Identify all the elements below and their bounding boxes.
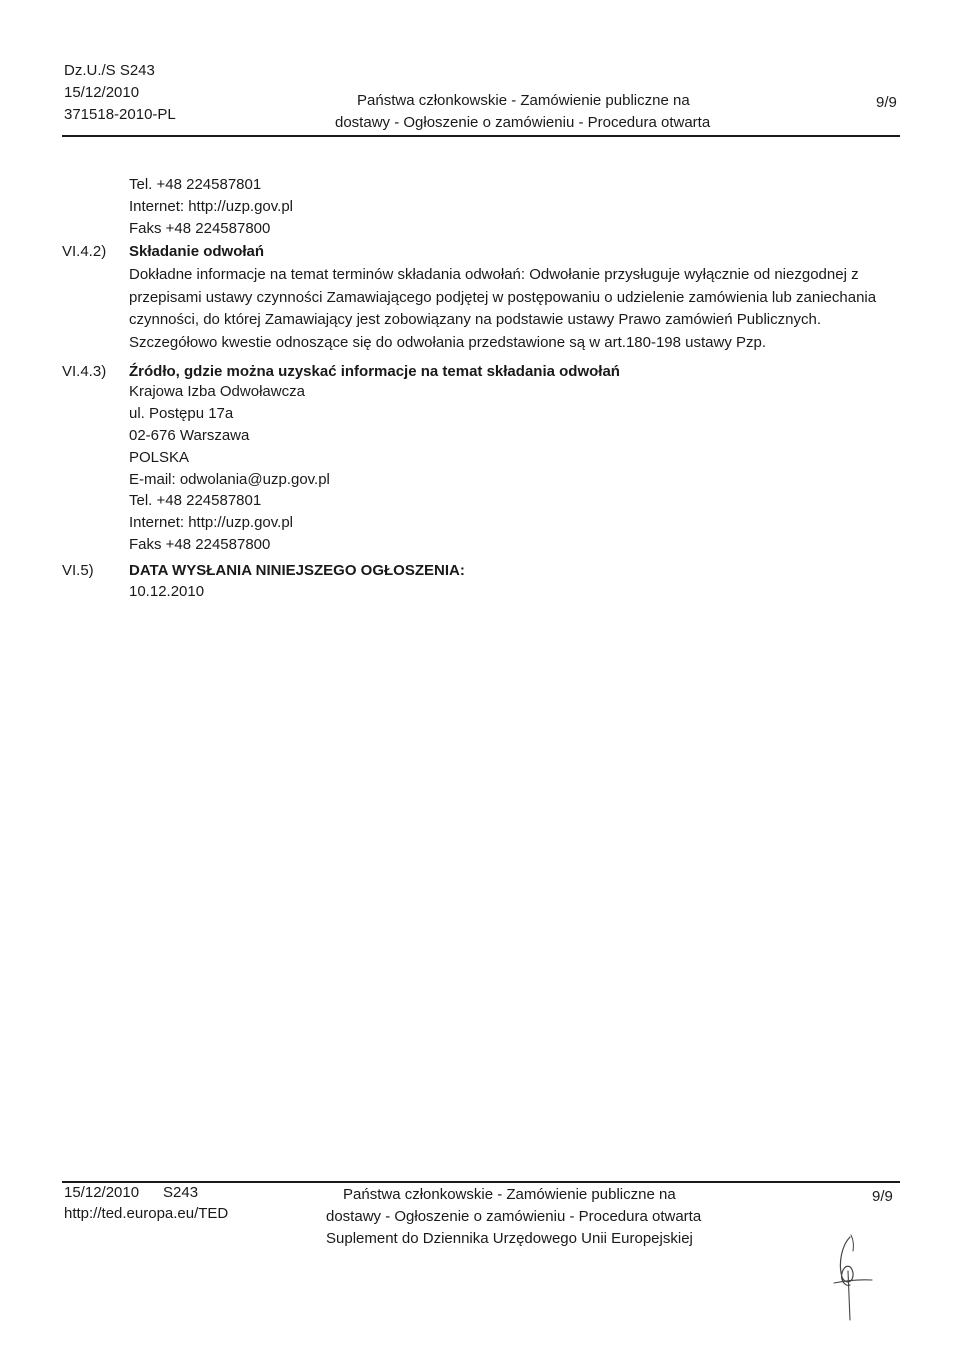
section-heading-65: DATA WYSŁANIA NINIEJSZEGO OGŁOSZENIA: — [129, 562, 465, 579]
contact-top-internet — [129, 196, 293, 218]
org-street: ul. Postępu 17a — [129, 405, 234, 422]
footer-title-line1: Państwa członkowskie - Zamówienie publiczne na — [343, 1186, 676, 1203]
footer-date: 15/12/2010 — [64, 1184, 140, 1201]
org-city: 02-676 Warszawa — [129, 427, 250, 444]
handwritten-signature — [820, 1225, 880, 1325]
header-title-line2: dostawy - Ogłoszenie o zamówieniu - Procedura otwarta — [335, 114, 711, 131]
org-tel: Tel. +48 224587801 — [129, 492, 262, 509]
dispatch-date: 10.12.2010 — [129, 583, 205, 600]
header-page-number: 9/9 — [876, 94, 897, 111]
header-doc-id: 371518-2010-PL — [64, 106, 176, 123]
org-country: POLSKA — [129, 449, 190, 466]
internet-link[interactable]: http://uzp.gov.pl — [188, 514, 293, 531]
org-name: Krajowa Izba Odwoławcza — [129, 383, 305, 400]
section-number-642: VI.4.2) — [62, 243, 107, 260]
section-text-642: Dokładne informacje na temat terminów składania odwołań: Odwołanie przysługuje wyłącznie od niezgodnej z przepisami ustawy czynności Zamawiającego podjętej w postępowaniu o udzielenie zamówienia lub zaniechania czynności, do której Zamawiający jest zobowiązany na podstawie ustawy Prawo zamówień Publicznych. Szczegółowo kwestie odnoszące się do odwołania przedstawione są w art.180-198 ustawy Pzp. — [129, 266, 877, 351]
header-date: 15/12/2010 — [64, 84, 140, 101]
footer-title-line2: dostawy - Ogłoszenie o zamówieniu - Procedura otwarta — [326, 1208, 702, 1225]
org-fax: Faks +48 224587800 — [129, 536, 271, 553]
contact-top-tel: Tel. +48 224587801 — [129, 176, 262, 193]
email-link[interactable]: odwolania@uzp.gov.pl — [179, 471, 330, 488]
footer-title-line3: Suplement do Dziennika Urzędowego Unii Europejskiej — [326, 1230, 693, 1247]
section-heading-643: Źródło, gdzie można uzyskać informacje na temat składania odwołań — [129, 363, 620, 380]
footer-page-number: 9/9 — [872, 1188, 893, 1205]
email-label: E-mail: — [129, 471, 180, 488]
contact-top-fax: Faks +48 224587800 — [129, 220, 271, 237]
internet-label: Internet: — [129, 514, 189, 531]
header-rule — [62, 135, 900, 137]
section-heading-642: Składanie odwołań — [129, 243, 265, 260]
internet-label: Internet: — [129, 198, 189, 215]
header-journal: Dz.U./S S243 — [64, 62, 155, 79]
footer-series: S243 — [163, 1184, 199, 1201]
footer-url[interactable]: http://ted.europa.eu/TED — [64, 1205, 229, 1222]
section-number-65: VI.5) — [62, 562, 94, 579]
section-number-643: VI.4.3) — [62, 363, 107, 380]
internet-link[interactable]: http://uzp.gov.pl — [188, 198, 293, 215]
org-email — [129, 469, 330, 491]
org-internet — [129, 512, 293, 534]
header-title-line1: Państwa członkowskie - Zamówienie publiczne na — [357, 92, 690, 109]
